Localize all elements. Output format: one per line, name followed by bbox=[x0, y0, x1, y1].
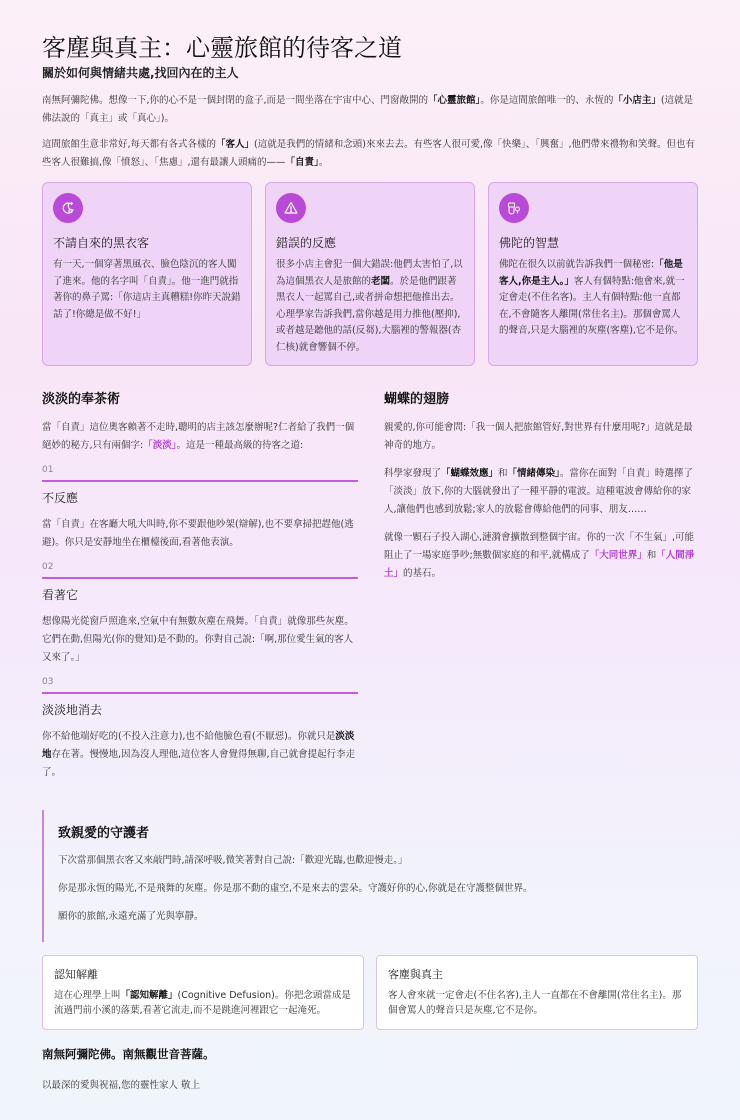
card-text: 佛陀在很久以前就告訴我們一個秘密: bbox=[499, 259, 655, 270]
butterfly-emphasis: 「蝴蝶效應」 bbox=[441, 468, 499, 479]
card-title: 不請自來的黑衣客 bbox=[53, 236, 150, 250]
step-text: 你不給他端好吃的(不投入注意力),也不給他臉色看(不厭惡)。你就只是 bbox=[42, 731, 336, 742]
page-subtitle: 關於如何與情緒共處,找回內在的主人 bbox=[42, 66, 239, 80]
note-cards bbox=[42, 955, 698, 1030]
highlight-text: 「人間淨土」 bbox=[384, 550, 695, 579]
highlight-text: 「淡淡」 bbox=[143, 440, 177, 451]
card-title: 佛陀的智慧 bbox=[499, 236, 560, 250]
note-text: 客人會來就一定會走(不住名客),主人一直都在不會離開(常住名主)。那個會罵人的聲音只是灰塵,它不是你。 bbox=[388, 990, 682, 1016]
intro-emphasis: 「小店主」 bbox=[613, 95, 661, 106]
section-title: 淡淡的奉茶術 bbox=[42, 392, 121, 407]
card-text: 有一天,一個穿著黑風衣、臉色陰沉的客人闖了進來。他的名字叫「自責」。他一進門就指著你的鼻子罵:「你這店主真糟糕!你昨天說錯話了!你總是做不好!」 bbox=[53, 259, 241, 320]
section-title: 蝴蝶的翅膀 bbox=[384, 392, 450, 407]
story-cards bbox=[42, 182, 698, 366]
letter-paragraph: 你是那永恆的陽光,不是飛舞的灰塵。你是那不動的虛空,不是來去的雲朵。守護好你的心,你就是在守護整個世界。 bbox=[58, 883, 533, 894]
note-text: 這在心理學上叫 bbox=[54, 990, 121, 1001]
intro-emphasis: 「客人」 bbox=[216, 139, 255, 150]
step-number: 03 bbox=[42, 677, 54, 687]
step-number: 02 bbox=[42, 562, 54, 572]
card-emphasis: 老闆 bbox=[371, 275, 391, 287]
step-text: 存在著。慢慢地,因為沒人理他,這位客人會覺得無聊,自己就會提起行李走了。 bbox=[42, 749, 356, 778]
step-text: 當「自責」在客廳大吼大叫時,你不要跟他吵架(辯解),也不要拿掃把趕他(逃避)。你只是安靜地坐在櫃檯後面,看著他表演。 bbox=[42, 519, 354, 548]
note-title: 客塵與真主 bbox=[388, 968, 443, 981]
card-wrong-reaction bbox=[265, 182, 475, 366]
step-title: 看著它 bbox=[42, 588, 79, 602]
butterfly-text: 的基石。 bbox=[403, 568, 442, 579]
highlight-text: 「大同世界」 bbox=[589, 550, 647, 561]
card-black-guest bbox=[42, 182, 252, 366]
tea-intro-text: 當「自責」這位奧客賴著不走時,聰明的店主該怎麼辦呢?仁者給了我們一個絕妙的秘方,只有兩個字: bbox=[42, 422, 355, 451]
intro-text: (這就是我們的情緒和念頭)來來去去。有些客人很可愛,像「快樂」、「興奮」,他們帶來禮物和笑聲。但也有些客人很難搞,像「憤怒」、「焦慮」,還有最讓人頭痛的—— bbox=[42, 139, 696, 168]
note-card-defusion bbox=[42, 955, 364, 1030]
step-divider bbox=[42, 577, 358, 579]
step-text: 想像陽光從窗戶照進來,空氣中有無數灰塵在飛舞。「自責」就像那些灰塵。它們在動,但陽光(你的覺知)是不動的。你對自己說:「啊,那位愛生氣的客人又來了。」 bbox=[42, 616, 354, 663]
intro-text: 這間旅館生意非常好,每天都有各式各樣的 bbox=[42, 139, 217, 150]
tea-intro-text: 。這是一種最高級的待客之道: bbox=[176, 440, 304, 451]
card-text: 很多小店主會犯一個大錯誤:他們太害怕了,以為這個黑衣人是旅館的 bbox=[276, 259, 463, 287]
letter-paragraph: 下次當那個黑衣客又來敲門時,請深呼吸,微笑著對自己說:「歡迎光臨,也歡迎慢走。」 bbox=[58, 855, 408, 866]
step-body bbox=[42, 516, 358, 552]
note-body bbox=[54, 988, 352, 1018]
step-1 bbox=[42, 465, 358, 552]
card-body bbox=[276, 257, 464, 356]
step-3 bbox=[42, 677, 358, 782]
step-emphasis: 淡淡地 bbox=[42, 731, 355, 760]
butterfly-text: 就像一顆石子投入湖心,漣漪會擴散到整個宇宙。你的一次「不生氣」,可能阻止了一場家庭爭吵;無數個家庭的和平,就構成了 bbox=[384, 532, 695, 561]
letter-paragraph: 願你的旅館,永遠充滿了光與寧靜。 bbox=[58, 911, 204, 922]
step-number: 01 bbox=[42, 465, 54, 475]
tea-intro bbox=[42, 419, 358, 455]
step-body bbox=[42, 613, 358, 667]
intro-emphasis: 「自責」 bbox=[285, 157, 319, 168]
signature: 以最深的愛與祝福,您的靈性家人 敬上 bbox=[42, 1080, 201, 1091]
intro-text: (這就是佛法說的「真主」或「真心」)。 bbox=[42, 95, 694, 124]
card-body bbox=[53, 257, 241, 323]
note-body bbox=[388, 988, 686, 1018]
note-card-guest-host bbox=[376, 955, 698, 1030]
butterfly-text: 和 bbox=[498, 468, 508, 479]
card-text: 。於是他們跟著黑衣人一起罵自己,或者拼命想把他推出去。心理學家告訴我們,當你越是用力推他(壓抑),或者越是聽他的話(反芻),大腦裡的警報器(杏仁核)就會響個不停。 bbox=[276, 275, 462, 353]
card-emphasis: 「他是客人,你是主人。」 bbox=[499, 259, 683, 287]
guardian-letter bbox=[42, 810, 698, 942]
butterfly-text: 科學家發現了 bbox=[384, 468, 442, 479]
card-title: 錯誤的反應 bbox=[276, 236, 337, 250]
card-buddha-wisdom bbox=[488, 182, 698, 366]
card-text: 客人有個特點:他會來,就一定會走(不住名客)。主人有個特點:他一直都在,不會隨客人離開(常住名主)。那個會罵人的聲音,只是大腦裡的灰塵(客塵),它不是你。 bbox=[499, 275, 685, 336]
step-divider bbox=[42, 692, 358, 694]
letter-title: 致親愛的守護者 bbox=[58, 826, 150, 841]
step-title: 淡淡地消去 bbox=[42, 703, 103, 717]
butterfly-paragraph-2 bbox=[384, 465, 698, 519]
step-body bbox=[42, 728, 358, 782]
butterfly-paragraph-1: 親愛的,你可能會問:「我一個人把旅館管好,對世界有什麼用呢?」這就是最神奇的地方。 bbox=[384, 422, 693, 451]
step-divider bbox=[42, 480, 358, 482]
buddha-icon bbox=[499, 193, 529, 223]
step-2 bbox=[42, 562, 358, 667]
card-body bbox=[499, 257, 687, 340]
intro-text: 。你是這間旅館唯一的、永恆的 bbox=[480, 95, 614, 106]
intro-text: 。 bbox=[318, 157, 329, 168]
intro-paragraph-1 bbox=[42, 92, 698, 128]
note-text: (Cognitive Defusion)。你把念頭當成是流過門前小溪的落葉,看著它流走,而不是跳進河裡跟它一起淹死。 bbox=[54, 990, 351, 1016]
intro-text: 南無阿彌陀佛。想像一下,你的心不是一個封閉的盒子,而是一間坐落在宇宙中心、門窗敞開的 bbox=[42, 95, 429, 106]
warning-triangle-icon bbox=[276, 193, 306, 223]
step-title: 不反應 bbox=[42, 491, 79, 505]
intro-emphasis: 「心靈旅館」 bbox=[428, 95, 481, 106]
butterfly-emphasis: 「情緒傳染」 bbox=[507, 468, 560, 479]
page-title: 客塵與真主：心靈旅館的待客之道 bbox=[42, 34, 402, 62]
note-emphasis: 「認知解離」 bbox=[120, 990, 178, 1001]
butterfly-section bbox=[384, 388, 698, 593]
closing-prayer: 南無阿彌陀佛。南無觀世音菩薩。 bbox=[42, 1047, 215, 1061]
note-title: 認知解離 bbox=[54, 968, 98, 981]
moon-stars-icon bbox=[53, 193, 83, 223]
butterfly-text: 和 bbox=[646, 550, 657, 561]
intro-paragraph-2 bbox=[42, 136, 698, 172]
tea-section bbox=[42, 388, 358, 792]
butterfly-paragraph-3 bbox=[384, 529, 698, 583]
butterfly-text: 。當你在面對「自責」時選擇了「淡淡」放下,你的大腦就發出了一種平靜的電波。這種電波會傳給你的家人,讓他們也感到放鬆;家人的放鬆會傳給他們的同事、朋友…… bbox=[384, 468, 693, 515]
